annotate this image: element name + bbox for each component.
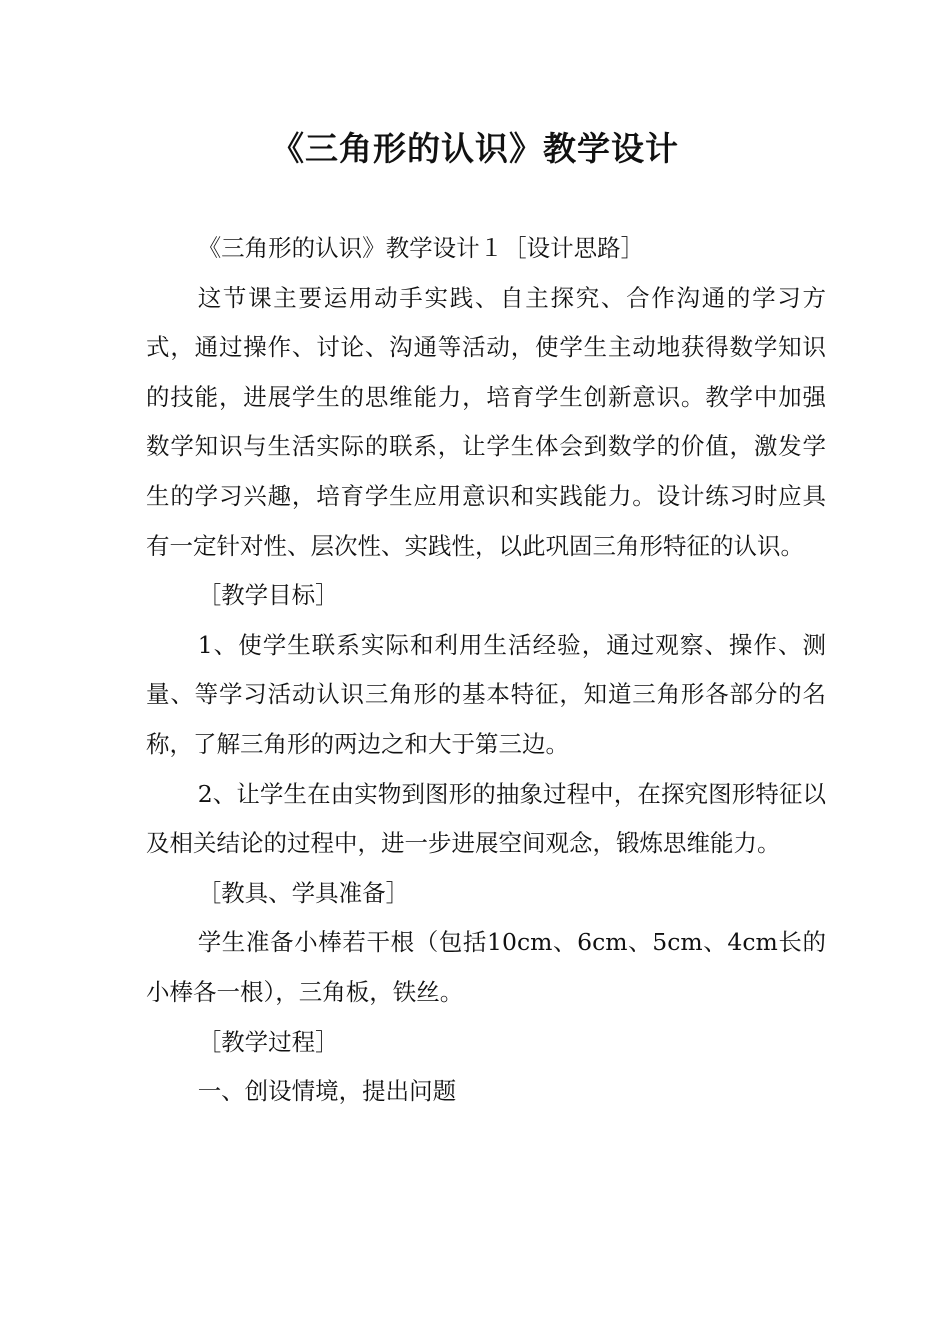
paragraph-step-1: 一、创设情境，提出问题	[197, 1077, 457, 1106]
paragraph-objective-1: 1、使学生联系实际和利用生活经验，通过观察、操作、测量、等学习活动认识三角形的基本特征，知道三角形各部分的名称，了解三角形的两边之和大于第三边。	[146, 630, 826, 758]
section-heading-process: ［教学过程］	[197, 1027, 339, 1056]
document-body	[146, 224, 826, 1117]
document-title: 《三角形的认识》教学设计	[271, 129, 679, 168]
section-heading-objectives: ［教学目标］	[197, 581, 339, 610]
section-heading-materials: ［教具、学具准备］	[197, 878, 410, 907]
section-heading-design-1: 《三角形的认识》教学设计１［设计思路］	[197, 234, 645, 262]
paragraph-objective-2: 2、让学生在由实物到图形的抽象过程中，在探究图形特征以及相关结论的过程中，进一步进展空间观念，锻炼思维能力。	[146, 779, 826, 858]
paragraph-materials: 学生准备小棒若干根（包括10cm、6cm、5cm、4cm长的小棒各一根），三角板，铁丝。	[146, 928, 826, 1006]
paragraph-design-idea: 这节课主要运用动手实践、自主探究、合作沟通的学习方式，通过操作、讨论、沟通等活动，使学生主动地获得数学知识的技能，进展学生的思维能力，培育学生创新意识。教学中加强数学知识与生活实际的联系，让学生体会到数学的价值，激发学生的学习兴趣，培育学生应用意识和实践能力。设计练习时应具有一定针对性、层次性、实践性，以此巩固三角形特征的认识。	[146, 283, 826, 560]
